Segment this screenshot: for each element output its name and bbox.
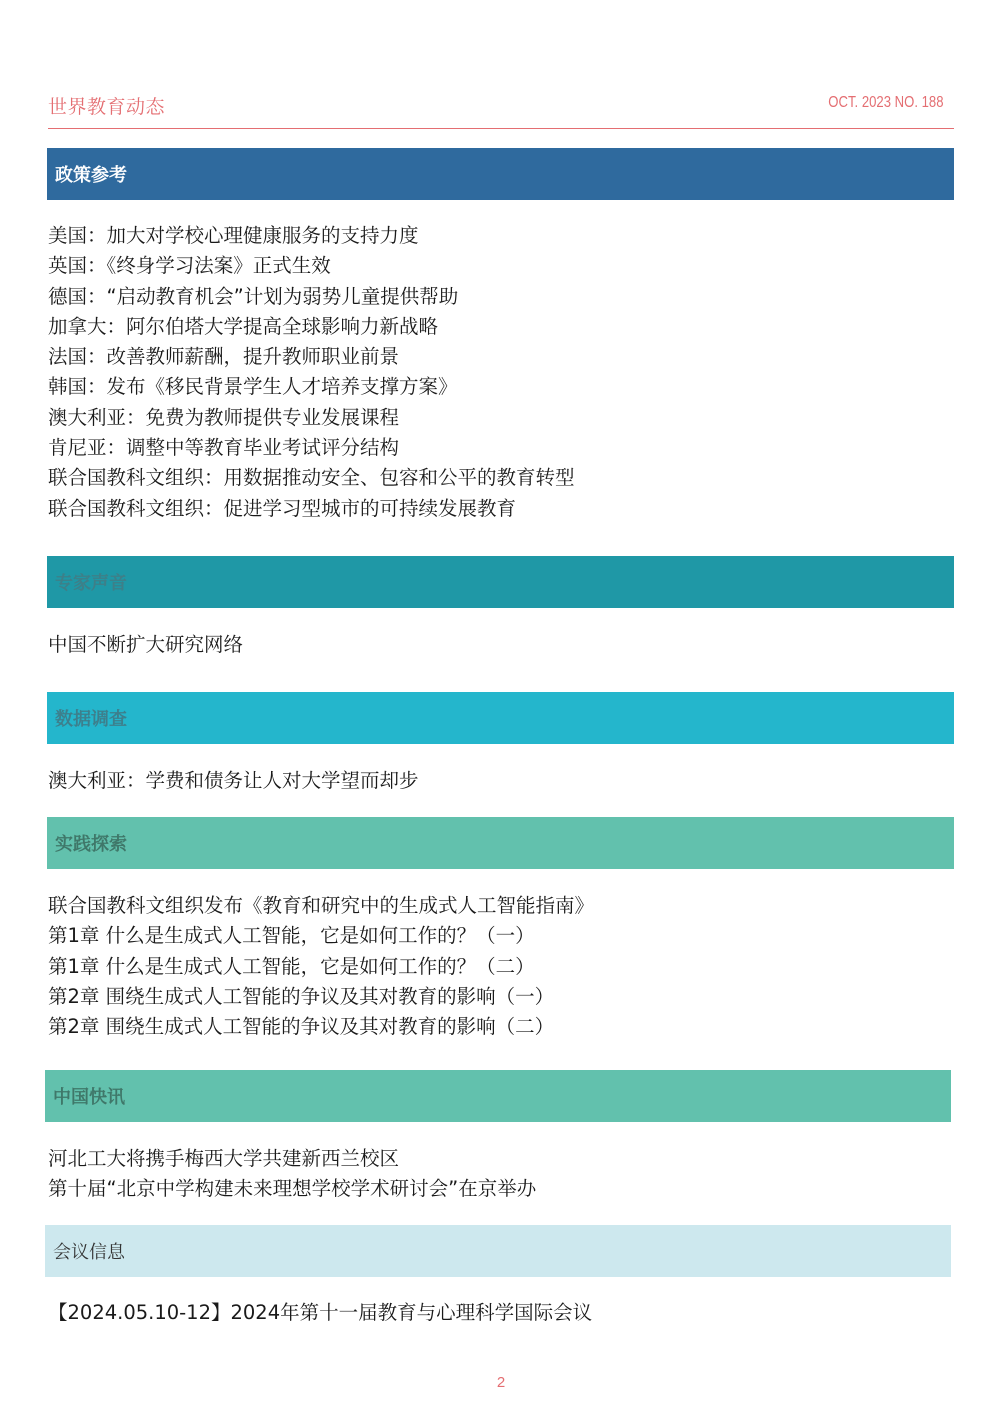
list-item[interactable]: 肯尼亚：调整中等教育毕业考试评分结构 (48, 436, 400, 460)
section-header-expert (47, 556, 954, 608)
list-item[interactable]: 联合国教科文组织发布《教育和研究中的生成式人工智能指南》 (48, 894, 595, 917)
issue-number: OCT. 2023 NO. 188 (828, 94, 944, 111)
section-title-policy: 政策参考 (55, 165, 127, 186)
list-item[interactable]: 第1章 什么是生成式人工智能，它是如何工作的？（一） (48, 924, 535, 948)
list-item[interactable]: 中国不断扩大研究网络 (48, 633, 244, 656)
list-item[interactable]: 澳大利亚：学费和债务让人对大学望而却步 (48, 769, 419, 792)
list-item[interactable]: 德国：“启动教育机会”计划为弱势儿童提供帮助 (48, 284, 459, 308)
section-header-conference (45, 1225, 951, 1277)
list-item[interactable]: 加拿大：阿尔伯塔大学提高全球影响力新战略 (48, 314, 439, 338)
section-title-data: 数据调查 (55, 709, 127, 730)
list-item[interactable]: 英国：《终身学习法案》正式生效 (48, 254, 331, 278)
section-title-conference: 会议信息 (53, 1242, 125, 1263)
list-item[interactable]: 第1章 什么是生成式人工智能，它是如何工作的？（二） (48, 954, 535, 978)
page-header (48, 90, 954, 129)
list-item[interactable]: 联合国教科文组织：促进学习型城市的可持续发展教育 (48, 496, 517, 520)
section-title-china: 中国快讯 (53, 1087, 125, 1108)
policy-list (48, 221, 575, 524)
list-item[interactable]: 第2章 围绕生成式人工智能的争议及其对教育的影响（一） (48, 984, 555, 1008)
list-item[interactable]: 河北工大将携手梅西大学共建新西兰校区 (48, 1147, 400, 1170)
list-item[interactable]: 韩国：发布《移民背景学生人才培养支撑方案》 (48, 375, 458, 399)
list-item[interactable]: 第2章 围绕生成式人工智能的争议及其对教育的影响（二） (48, 1015, 555, 1039)
section-header-china (45, 1070, 951, 1122)
list-item[interactable]: 第十届“北京中学构建未来理想学校学术研讨会”在京举办 (48, 1177, 537, 1201)
data-list (48, 766, 419, 796)
section-header-practice (47, 817, 954, 869)
list-item[interactable]: 美国：加大对学校心理健康服务的支持力度 (48, 224, 419, 247)
section-header-data (47, 692, 954, 744)
conference-list (48, 1298, 592, 1328)
page-number: 2 (496, 1374, 506, 1391)
expert-list (48, 630, 243, 660)
list-item[interactable]: 法国：改善教师薪酬，提升教师职业前景 (48, 345, 400, 369)
publication-title: 世界教育动态 (48, 96, 166, 118)
list-item[interactable]: 联合国教科文组织：用数据推动安全、包容和公平的教育转型 (48, 466, 575, 490)
section-title-practice: 实践探索 (55, 834, 127, 855)
section-title-expert: 专家声音 (55, 573, 127, 594)
list-item[interactable]: 澳大利亚：免费为教师提供专业发展课程 (48, 405, 400, 429)
practice-list (48, 891, 594, 1042)
list-item[interactable]: 【2024.05.10-12】2024年第十一届教育与心理科学国际会议 (48, 1301, 593, 1324)
china-list (48, 1144, 536, 1205)
section-header-policy (47, 148, 954, 200)
